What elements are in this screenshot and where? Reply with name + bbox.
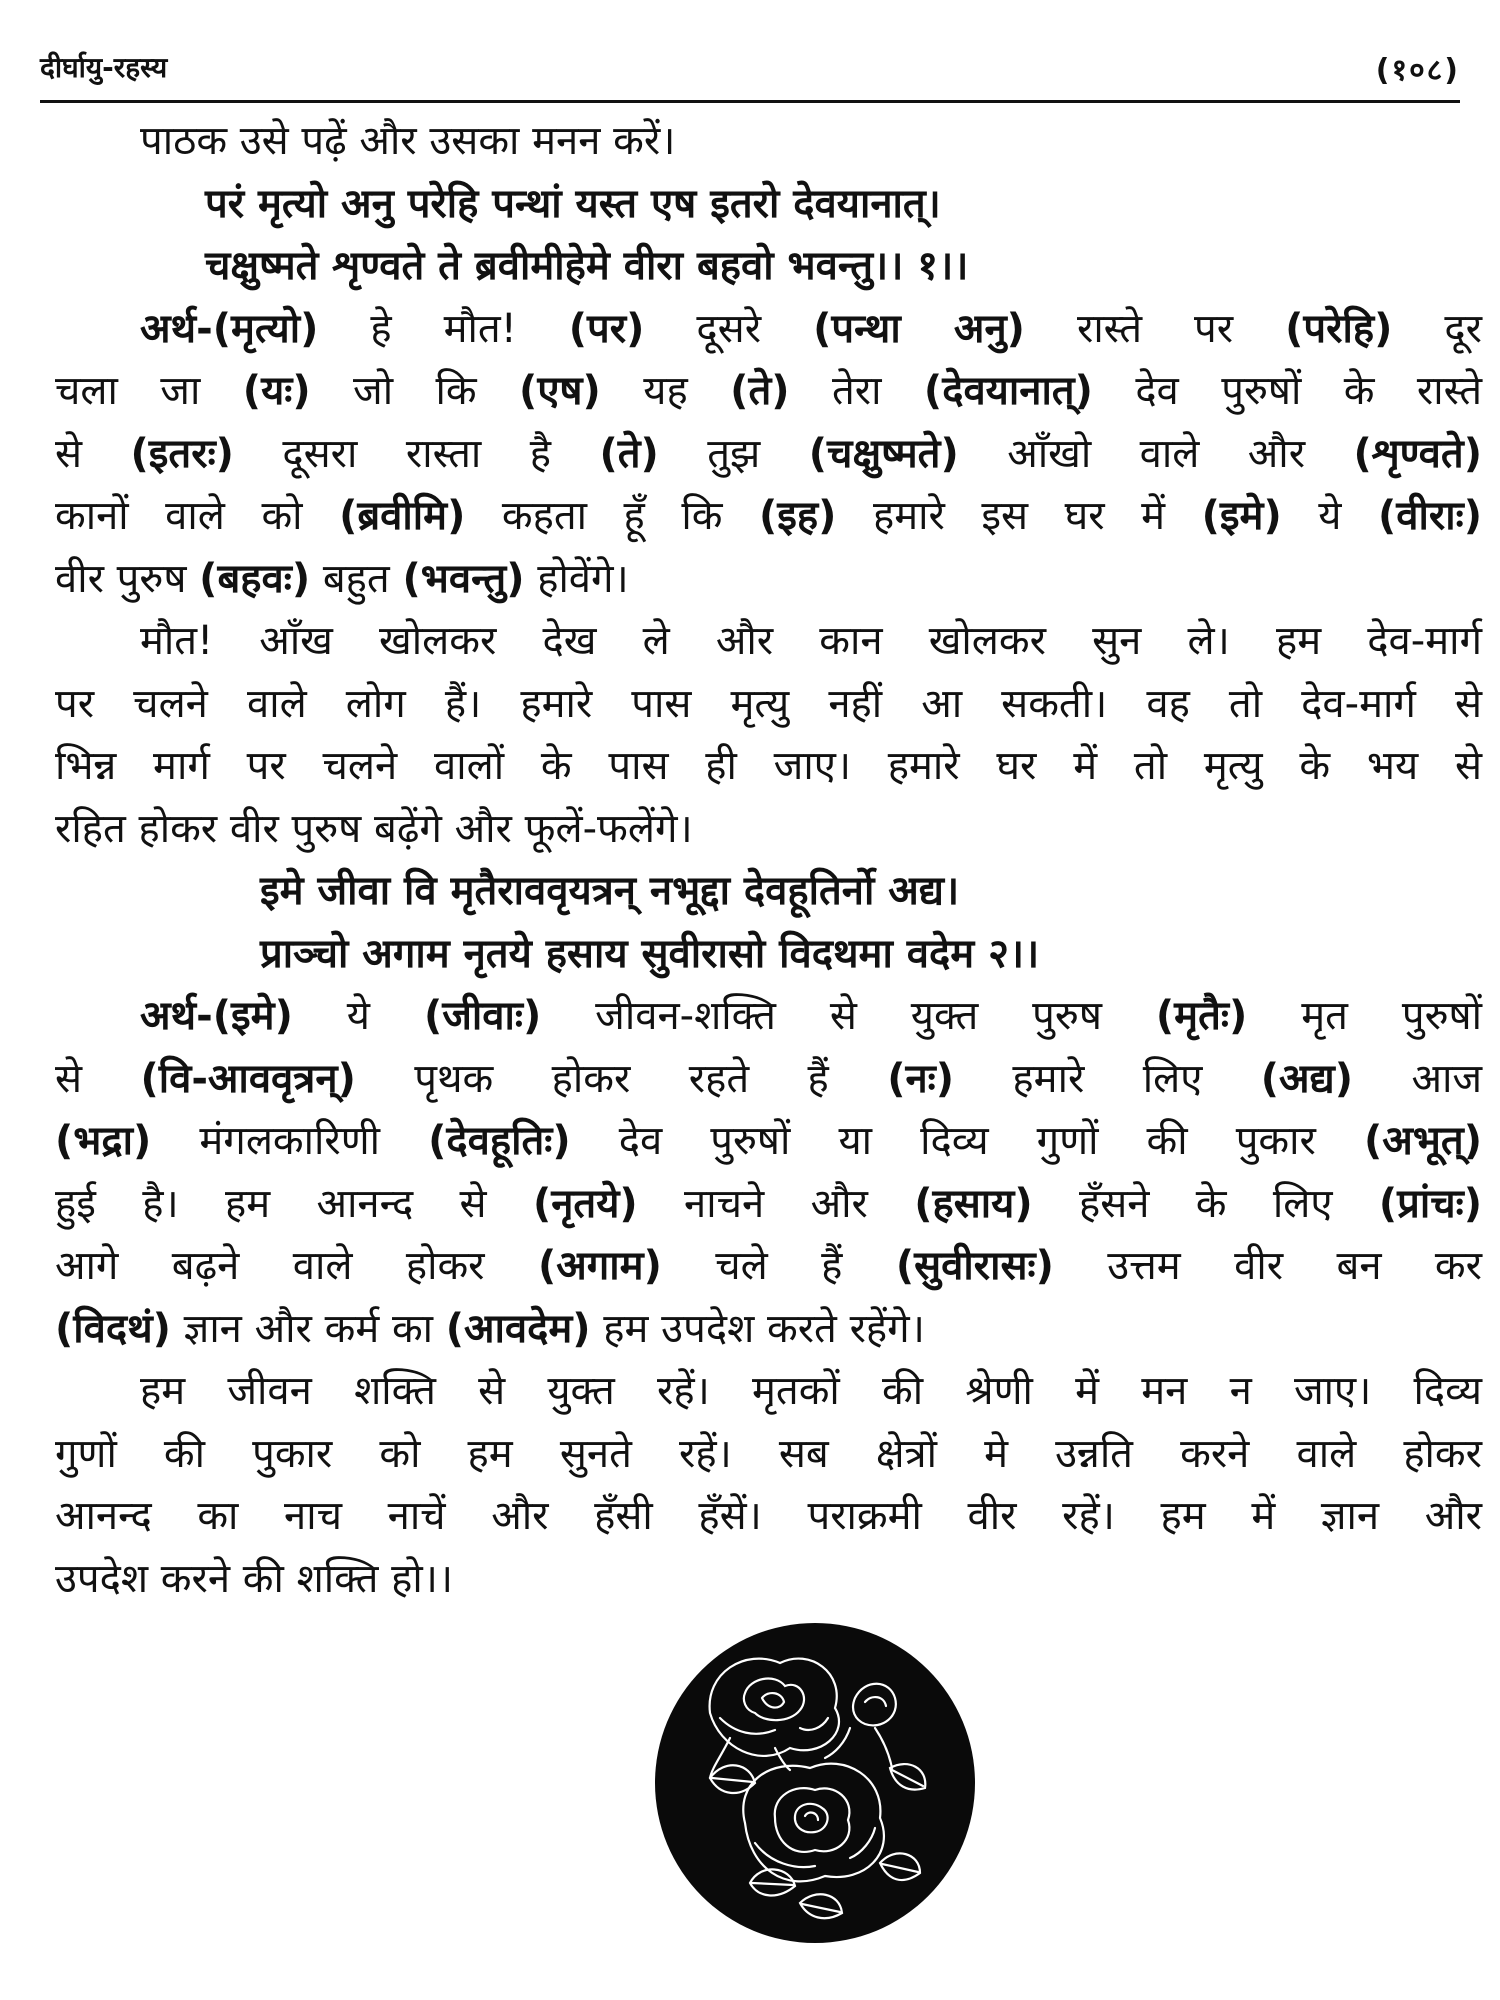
- meaning-text: मृत पुरुषों: [1247, 993, 1482, 1039]
- sanskrit-term: (एष): [519, 368, 601, 414]
- book-title: दीर्घायु-रहस्य: [40, 51, 168, 84]
- meaning-text: से: [55, 1055, 141, 1102]
- meaning-line: [55, 423, 1482, 486]
- meaning-text: तेरा: [789, 368, 924, 414]
- sanskrit-term: (भवन्तु): [402, 555, 525, 602]
- meaning-text: हँसने के लिए: [1032, 1180, 1379, 1227]
- meaning-line: [55, 360, 1482, 423]
- sanskrit-term: (ते): [599, 430, 659, 477]
- sanskrit-term: (चक्षुष्मते): [808, 430, 959, 477]
- sanskrit-term: (अद्य): [1260, 1055, 1354, 1102]
- meaning-text: चले हैं: [661, 1243, 896, 1289]
- verse-line: परं मृत्यो अनु परेहि पन्थां यस्त एष इतरो देवयानात्।: [205, 180, 941, 227]
- meaning-text: जो कि: [310, 368, 520, 414]
- meaning-text: आगे बढ़ने वाले होकर: [55, 1243, 538, 1289]
- meaning-text: ये: [1281, 493, 1379, 539]
- meaning-line: [55, 548, 1482, 611]
- meaning-text: ये: [292, 993, 424, 1039]
- meaning-text: उत्तम वीर बन कर: [1053, 1243, 1482, 1289]
- meaning-text: कानों वाले को: [55, 493, 340, 539]
- sanskrit-term: (मृतैः): [1155, 993, 1248, 1039]
- meaning-text: जीवन-शक्ति से युक्त पुरुष: [541, 993, 1156, 1039]
- page-header: [40, 48, 1460, 103]
- meaning-text: दूसरे: [644, 305, 814, 352]
- sanskrit-term: (शृण्वते): [1353, 430, 1482, 477]
- sanskrit-term: (इतरः): [130, 430, 234, 477]
- explanation-line: गुणों की पुकार को हम सुनते रहें। सब क्षेत्रों मे उन्नति करने वाले होकर: [55, 1430, 1482, 1477]
- meaning-text: दूर: [1392, 305, 1482, 352]
- meaning-text: चला जा: [55, 368, 243, 414]
- sanskrit-term: (अभूत्): [1363, 1118, 1482, 1164]
- explanation-line: आनन्द का नाच नाचें और हँसी हँसें। पराक्रमी वीर रहें। हम में ज्ञान और: [55, 1493, 1482, 1539]
- verse-line: प्राञ्चो अगाम नृतये हसाय सुवीरासो विदथमा वदेम २।।: [260, 930, 1040, 977]
- meaning-text: देव पुरुषों के रास्ते: [1092, 368, 1483, 414]
- meaning-text: आँखो वाले और: [958, 430, 1354, 477]
- meaning-text: देव पुरुषों या दिव्य गुणों की पुकार: [570, 1118, 1364, 1164]
- sanskrit-term: (पन्था अनु): [813, 305, 1025, 352]
- explanation-line: उपदेश करने की शक्ति हो।।: [55, 1555, 454, 1602]
- meaning-text: बहुत: [310, 555, 403, 602]
- meaning-text: से: [55, 430, 131, 477]
- meaning-text: वीर पुरुष: [55, 555, 200, 602]
- sanskrit-term: (विदथं): [55, 1305, 171, 1352]
- meaning-text: दूसरा रास्ता है: [233, 430, 600, 477]
- meaning-line: [55, 1173, 1482, 1236]
- sanskrit-term: अर्थ-(इमे): [140, 993, 293, 1039]
- meaning-text: हमारे लिए: [954, 1055, 1261, 1102]
- sanskrit-term: (हसाय): [914, 1180, 1033, 1227]
- sanskrit-term: (प्रांचः): [1378, 1180, 1482, 1227]
- meaning-text: यह: [600, 368, 731, 414]
- meaning-text: होवेंगे।: [524, 555, 629, 602]
- meaning-text: नाचने और: [637, 1180, 915, 1227]
- sanskrit-term: (नृतये): [532, 1180, 638, 1227]
- page-number: (१०८): [1375, 53, 1460, 88]
- sanskrit-term: (परेहि): [1285, 305, 1393, 352]
- sanskrit-term: (ते): [730, 368, 790, 414]
- sanskrit-term: (वि-आववृत्रन्): [140, 1055, 356, 1102]
- meaning-text: हम उपदेश करते रहेंगे।: [590, 1305, 925, 1352]
- explanation-line: हम जीवन शक्ति से युक्त रहें। मृतकों की श्रेणी में मन न जाए। दिव्य: [140, 1368, 1482, 1414]
- sanskrit-term: (भद्रा): [55, 1118, 152, 1164]
- meaning-text: हमारे इस घर में: [836, 493, 1202, 539]
- meaning-text: पृथक होकर रहते हैं: [355, 1055, 888, 1102]
- meaning-text: तुझ: [658, 430, 809, 477]
- sanskrit-term: (देवहूतिः): [428, 1118, 571, 1164]
- explanation-line: रहित होकर वीर पुरुष बढ़ेंगे और फूलें-फलेंगे।: [55, 805, 693, 852]
- explanation-line: पर चलने वाले लोग हैं। हमारे पास मृत्यु नहीं आ सकती। वह तो देव-मार्ग से: [55, 680, 1482, 727]
- page-body: [55, 110, 1482, 1610]
- meaning-text: आज: [1353, 1055, 1483, 1102]
- verse-line: इमे जीवा वि मृतैराववृयत्रन् नभूद्दा देवहूतिर्नो अद्य।: [260, 868, 960, 914]
- meaning-1: [55, 298, 1482, 611]
- meaning-2: [55, 985, 1482, 1360]
- sanskrit-term: (इह): [758, 493, 837, 539]
- verse-1: [55, 173, 1482, 298]
- sanskrit-term: (देवयानात्): [923, 368, 1093, 414]
- meaning-line: [55, 485, 1482, 548]
- sanskrit-term: (वीराः): [1378, 493, 1482, 539]
- explanation-line: मौत! आँख खोलकर देख ले और कान खोलकर सुन ले। हम देव-मार्ग: [140, 618, 1482, 664]
- explanation-1: [55, 610, 1482, 860]
- sanskrit-term: (इमे): [1201, 493, 1282, 539]
- verse-line: चक्षुष्मते शृण्वते ते ब्रवीमीहेमे वीरा बहवो भवन्तु।। १।।: [205, 243, 969, 289]
- meaning-line: [55, 1298, 1482, 1361]
- meaning-line: [55, 298, 1482, 361]
- explanation-line: भिन्न मार्ग पर चलने वालों के पास ही जाए। हमारे घर में तो मृत्यु के भय से: [55, 743, 1482, 789]
- meaning-text: हे मौत!: [318, 305, 569, 352]
- explanation-2: [55, 1360, 1482, 1610]
- meaning-line: [55, 1048, 1482, 1111]
- meaning-line: [55, 1235, 1482, 1298]
- sanskrit-term: अर्थ-(मृत्यो): [140, 305, 319, 352]
- meaning-text: ज्ञान और कर्म का: [170, 1305, 446, 1352]
- meaning-line: [55, 1110, 1482, 1173]
- sanskrit-term: (आवदेम): [445, 1305, 591, 1352]
- sanskrit-term: (बहवः): [199, 555, 311, 602]
- sanskrit-term: (अगाम): [537, 1243, 662, 1289]
- sanskrit-term: (जीवाः): [423, 993, 542, 1039]
- sanskrit-term: (पर): [568, 305, 645, 352]
- rose-emblem-image: [650, 1618, 980, 1948]
- sanskrit-term: (सुवीरासः): [895, 1243, 1054, 1289]
- meaning-text: रास्ते पर: [1024, 305, 1286, 352]
- meaning-text: हुई है। हम आनन्द से: [55, 1180, 533, 1227]
- meaning-text: मंगलकारिणी: [151, 1118, 429, 1164]
- verse-2: [55, 860, 1482, 985]
- sanskrit-term: (ब्रवीमि): [339, 493, 466, 539]
- intro-line: पाठक उसे पढ़ें और उसका मनन करें।: [140, 118, 676, 164]
- sanskrit-term: (नः): [887, 1055, 955, 1102]
- sanskrit-term: (यः): [242, 368, 311, 414]
- meaning-line: [55, 985, 1482, 1048]
- meaning-text: कहता हूँ कि: [465, 493, 759, 539]
